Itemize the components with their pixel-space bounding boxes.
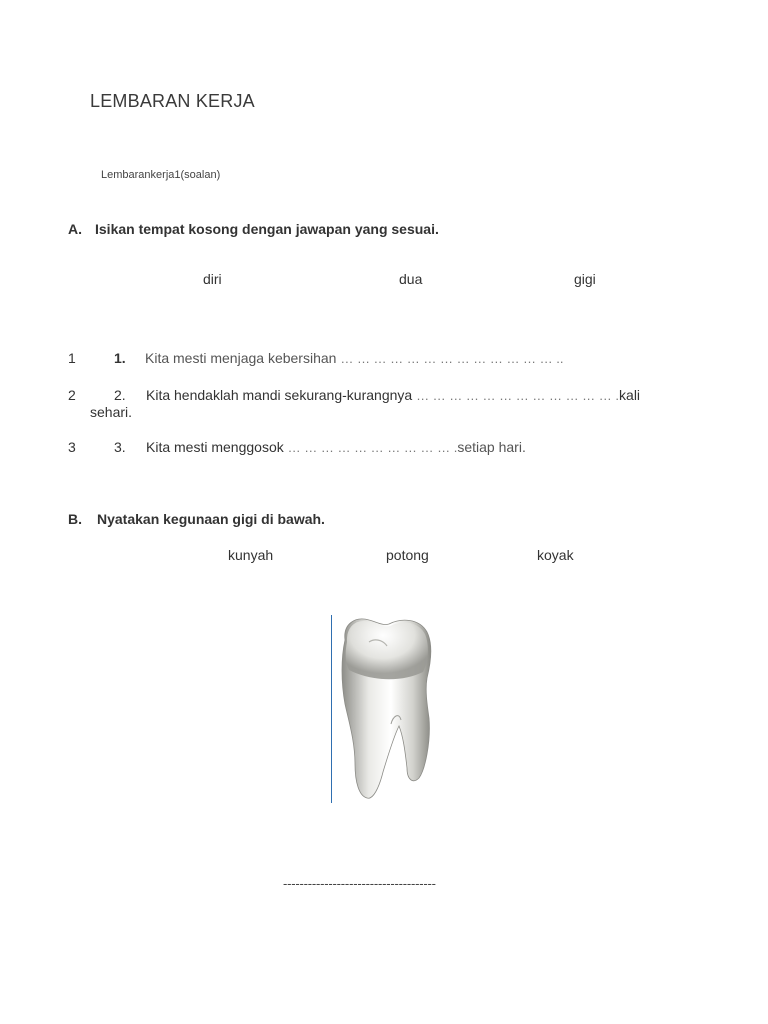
image-border-line bbox=[331, 615, 332, 803]
choice-word: koyak bbox=[537, 547, 574, 563]
choice-word: gigi bbox=[574, 271, 596, 287]
question-text bbox=[146, 387, 640, 403]
question-inner-number: 2. bbox=[114, 387, 126, 403]
question-outer-number: 3 bbox=[68, 439, 76, 455]
question-prompt: Kita mesti menggosok bbox=[146, 439, 284, 455]
question-prompt: Kita mesti menjaga kebersihan bbox=[145, 350, 337, 366]
question-outer-number: 2 bbox=[68, 387, 76, 403]
answer-blank: … … … … … … … … … … … … … .. bbox=[340, 351, 564, 366]
choice-word: kunyah bbox=[228, 547, 274, 563]
question-suffix: kali bbox=[619, 387, 641, 403]
answer-blank: … … … … … … … … … … … … . bbox=[416, 388, 620, 403]
section-b-heading bbox=[68, 511, 325, 527]
choice-word: diri bbox=[203, 271, 222, 287]
section-a-letter: A. bbox=[68, 221, 82, 237]
section-a-heading bbox=[68, 221, 439, 237]
tooth-icon bbox=[333, 612, 437, 804]
answer-blank: … … … … … … … … … … . bbox=[287, 440, 458, 455]
question-outer-number: 1 bbox=[68, 350, 76, 366]
question-continuation: sehari. bbox=[90, 404, 133, 420]
section-b-letter: B. bbox=[68, 511, 82, 527]
section-a-text: Isikan tempat kosong dengan jawapan yang sesuai. bbox=[95, 221, 439, 237]
question-inner-number: 1. bbox=[114, 350, 126, 366]
section-b-text: Nyatakan kegunaan gigi di bawah. bbox=[97, 511, 325, 527]
question-prompt: Kita hendaklah mandi sekurang-kurangnya bbox=[146, 387, 413, 403]
divider-line: ------------------------------------- bbox=[283, 876, 436, 891]
question-text bbox=[146, 439, 526, 455]
question-suffix: setiap hari. bbox=[457, 439, 526, 455]
page-subtitle: Lembarankerja1(soalan) bbox=[101, 169, 221, 181]
question-text bbox=[145, 350, 564, 366]
page-title: LEMBARAN KERJA bbox=[90, 91, 255, 111]
choice-word: potong bbox=[386, 547, 429, 563]
choice-word: dua bbox=[399, 271, 423, 287]
question-inner-number: 3. bbox=[114, 439, 126, 455]
